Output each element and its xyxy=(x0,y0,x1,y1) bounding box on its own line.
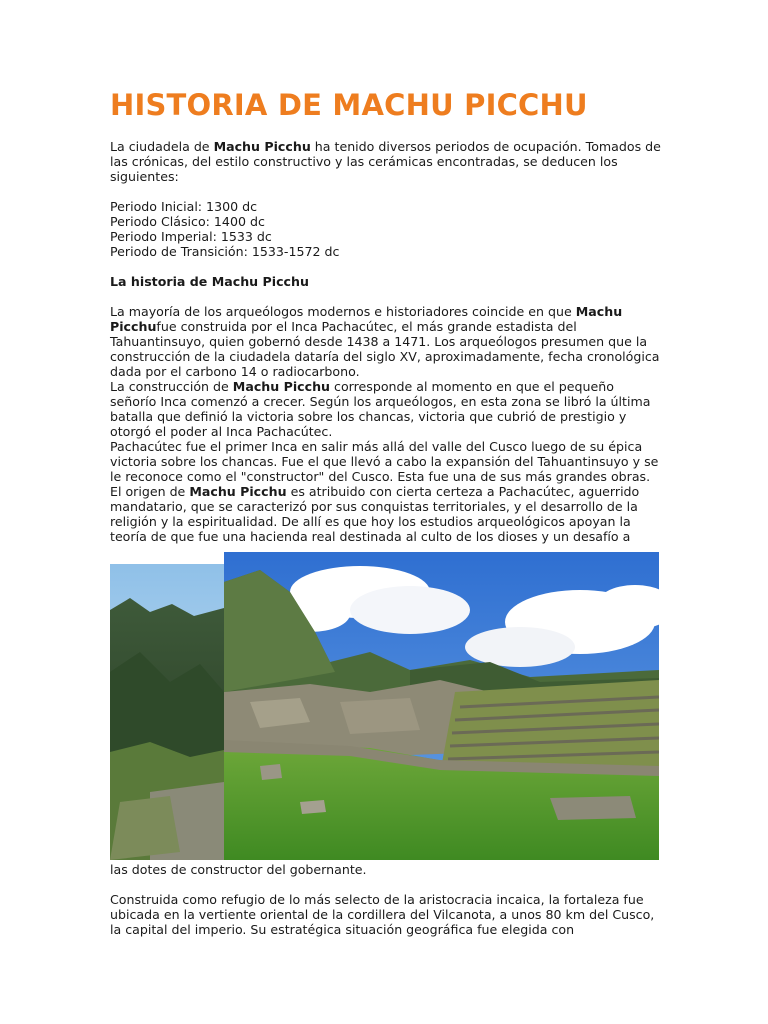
history-paragraph-1: La mayoría de los arqueólogos modernos e historiadores coincide en que Machu Picchufue construida por el Inca Pachacútec, el más grande estadista del Tahuantinsuyo, quien gobernó desde 1438 a 1471. Los arqueólogos presumen que la construcción de la ciudadela dataría del siglo XV, aproximadamente, fecha cronológica dada por el carbono 14 o radiocarbono. xyxy=(110,304,660,379)
bold-term: Machu Picchu xyxy=(213,139,311,154)
bold-term: Machu Picchu xyxy=(232,379,331,394)
history-paragraph-4-end: las dotes de constructor del gobernante. xyxy=(110,862,367,877)
period-item: Periodo Clásico: 1400 dc xyxy=(110,214,265,229)
history-paragraph-5: Construida como refugio de lo más selecto de la aristocracia incaica, la fortaleza fue ubicada en la vertiente oriental de la cordillera del Vilcanota, a unos 80 km del Cusco, la capital del imperio. Su estratégica situación geográfica fue elegida con xyxy=(110,892,655,937)
bold-term: Machu Picchu xyxy=(110,304,623,334)
period-item: Periodo Imperial: 1533 dc xyxy=(110,229,272,244)
periods-list xyxy=(110,199,662,259)
section-subheading: La historia de Machu Picchu xyxy=(110,274,309,289)
body-text-upper xyxy=(110,139,662,544)
period-item: Periodo de Transición: 1533-1572 dc xyxy=(110,244,340,259)
history-paragraph-3: Pachacútec fue el primer Inca en salir más allá del valle del Cusco luego de su épica victoria sobre los chancas. Fue el que llevó a cabo la expansión del Tahuantinsuyo y se le reconoce como el "constructor" del Cusco. Esta fue una de sus más grandes obras. xyxy=(110,439,659,484)
period-item: Periodo Inicial: 1300 dc xyxy=(110,199,258,214)
page-title: HISTORIA DE MACHU PICCHU xyxy=(110,88,588,122)
intro-paragraph: La ciudadela de Machu Picchu ha tenido diversos periodos de ocupación. Tomados de las crónicas, del estilo constructivo y las cerámicas encontradas, se deducen los siguientes: xyxy=(110,139,661,184)
machu-picchu-photo xyxy=(110,552,659,860)
bold-term: Machu Picchu xyxy=(189,484,287,499)
history-paragraph-4: El origen de Machu Picchu es atribuido con cierta certeza a Pachacútec, aguerrido mandatario, que se caracterizó por sus conquistas territoriales, y el desarrollo de la religión y la espiritualidad. De allí es que hoy los estudios arqueológicos apoyan la teoría de que fue una hacienda real destinada al culto de los dioses y un desafío a xyxy=(110,484,640,544)
history-paragraph-2: La construcción de Machu Picchu corresponde al momento en que el pequeño señorío Inca comenzó a crecer. Según los arqueólogos, en esta zona se libró la última batalla que definió la victoria sobre los chancas, victoria que cubrió de prestigio y otorgó el poder al Inca Pachacútec. xyxy=(110,379,651,439)
body-text-lower xyxy=(110,862,662,937)
